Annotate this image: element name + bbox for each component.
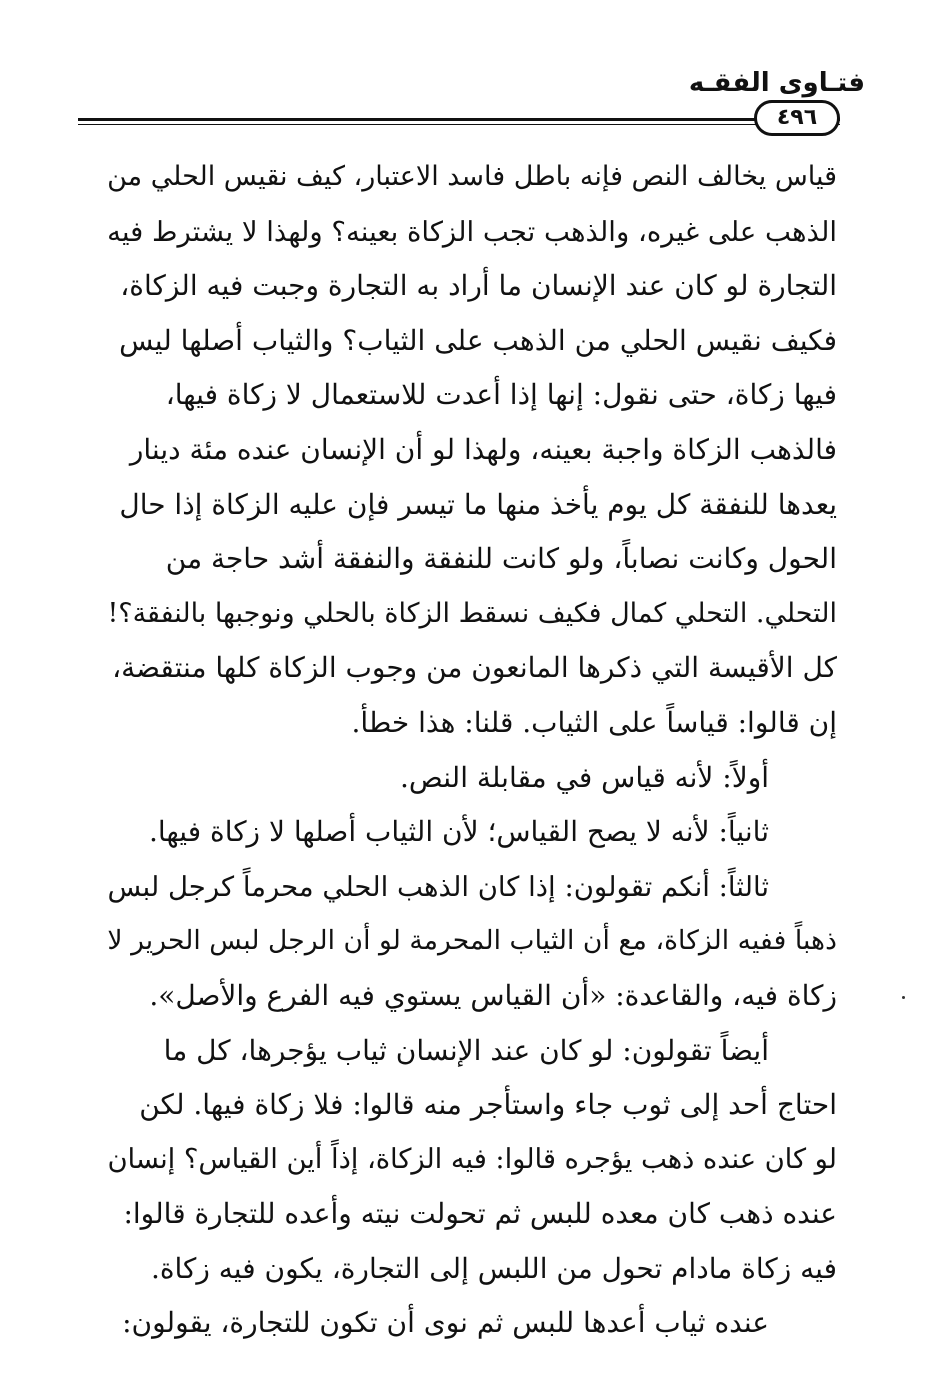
text-line: يعدها للنفقة كل يوم يأخذ منها ما تيسر فإن عليه الزكاة إذا حال [119, 487, 837, 521]
text-line: زكاة فيه، والقاعدة: «أن القياس يستوي فيه الفرع والأصل». [149, 978, 837, 1012]
header-rule-thick [78, 118, 840, 121]
text-line: قياس يخالف النص فإنه باطل فاسد الاعتبار، كيف نقيس الحلي من [107, 161, 837, 192]
text-line: ذهباً ففيه الزكاة، مع أن الثياب المحرمة لو أن الرجل لبس الحرير لا [107, 925, 837, 957]
text-line: أيضاً تقولون: لو كان عند الإنسان ثياب يؤجرها، كل ما [163, 1033, 769, 1067]
text-line: فيه زكاة مادام تحول من اللبس إلى التجارة، يكون فيه زكاة. [150, 1251, 837, 1285]
text-line: لو كان عنده ذهب يؤجره قالوا: فيه الزكاة، إذاً أين القياس؟ إنسان [107, 1143, 837, 1175]
text-line: احتاج أحد إلى ثوب جاء واستأجر منه قالوا: فلا زكاة فيها. لكن [139, 1088, 837, 1122]
header-rule-thin [78, 124, 840, 125]
scan-speck [902, 996, 905, 999]
running-header-title: فتـاوى الفقـه [688, 68, 865, 98]
body-text [107, 150, 837, 1351]
text-line: أولاً: لأنه قياس في مقابلة النص. [400, 760, 769, 794]
text-line: الحول وكانت نصاباً، ولو كانت للنفقة والنفقة أشد حاجة من [165, 542, 837, 576]
text-line: الذهب على غيره، والذهب تجب الزكاة بعينه؟ ولهذا لا يشترط فيه [107, 215, 837, 248]
page-number: ٤٩٦ [754, 100, 840, 136]
text-line: إن قالوا: قياساً على الثياب. قلنا: هذا خطأ. [351, 705, 837, 739]
text-line: التحلي. التحلي كمال فكيف نسقط الزكاة بالحلي ونوجبها بالنفقة؟! [107, 597, 837, 629]
header-rule [78, 100, 840, 140]
text-line: فكيف نقيس الحلي من الذهب على الثياب؟ والثياب أصلها ليس [119, 323, 837, 357]
text-line: كل الأقيسة التي ذكرها المانعون من وجوب الزكاة كلها منتقضة، [112, 651, 837, 685]
text-line: التجارة لو كان عند الإنسان ما أراد به التجارة وجبت فيه الزكاة، [120, 269, 837, 303]
text-line: فيها زكاة، حتى نقول: إنها إذا أعدت للاستعمال لا زكاة فيها، [165, 378, 837, 412]
text-line: ثانياً: لأنه لا يصح القياس؛ لأن الثياب أصلها لا زكاة فيها. [148, 815, 769, 849]
text-line: عنده ثياب أعدها للبس ثم نوى أن تكون للتجارة، يقولون: [122, 1306, 769, 1340]
text-line: عنده ذهب كان معده للبس ثم تحولت نيته وأعده للتجارة قالوا: [123, 1197, 837, 1231]
text-line: ثالثاً: أنكم تقولون: إذا كان الذهب الحلي محرماً كرجل لبس [107, 870, 769, 903]
text-line: فالذهب الزكاة واجبة بعينه، ولهذا لو أن الإنسان عنده مئة دينار [129, 432, 837, 466]
